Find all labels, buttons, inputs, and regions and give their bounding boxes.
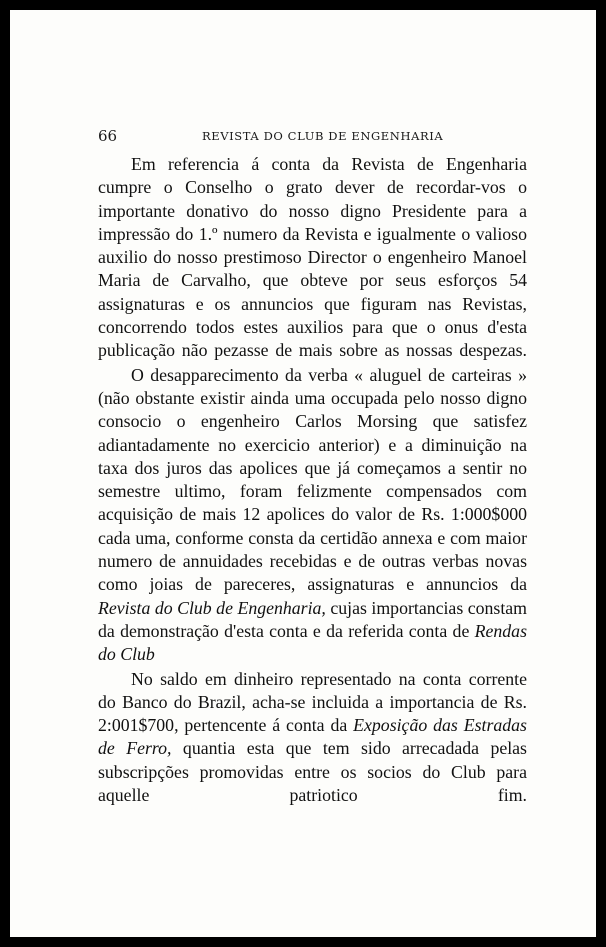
paragraph-verba [98,364,527,667]
body-text [98,153,527,807]
paragraph-text: quantia esta que tem sido arrecadada pelas subscripções promovidas entre os socios do Club para aquelle patriotico fim. [98,738,527,806]
paragraph-text: O desapparecimento da verba « aluguel de carteiras » (não obstante existir ainda uma occupada pelo nosso digno consocio o engenheiro Carlos Morsing que satisfez adiantadamente no exercicio anterior) e a diminuição na taxa dos juros das apolices que já começamos a sentir no semestre ultimo, foram felizmente compensados com acquisição de mais 12 apolices do valor de Rs. 1:000$000 cada uma, conforme consta da certidão annexa e com maior numero de annuidades recebidas e de outras verbas novas como joias de pareceres, assignaturas e annuncios da [98,364,527,595]
paragraph-text: No saldo em dinheiro representado na conta corrente do Banco do Brazil, acha-se incluida a importancia de Rs. 2:001$700, pertencente á conta da [98,668,527,736]
paragraph-text: Em referencia á conta da Revista de Engenharia cumpre o Conselho o grato dever de recordar-vos o importante donativo do nosso digno Presidente para a impressão do 1.º numero da Revista e igualmente o valioso auxilio do nosso prestimoso Director o engenheiro Manoel Maria de Carvalho, que obteve por seus esforços 54 assignaturas e os annuncios que figuram nas Revistas, concorrendo todos estes auxilios para que o onus d'esta publicação não pezasse de mais sobre as nossas despezas. [98,154,527,361]
italic-journal-title: Revista do Club de Engenharia, [98,597,326,618]
page-header [98,127,528,147]
page-number: 66 [98,127,118,145]
running-title: REVISTA DO CLUB DE ENGENHARIA [202,129,444,143]
italic-account-title: Rendas do Club [98,620,527,665]
paragraph-text: cujas importancias constam da demonstração d'esta conta e da referida conta de [98,597,527,641]
italic-exposition-title: Exposição das Estradas de Ferro, [98,715,527,759]
paragraph-revista [98,153,527,363]
paragraph-saldo [98,668,527,808]
book-page [10,10,596,937]
